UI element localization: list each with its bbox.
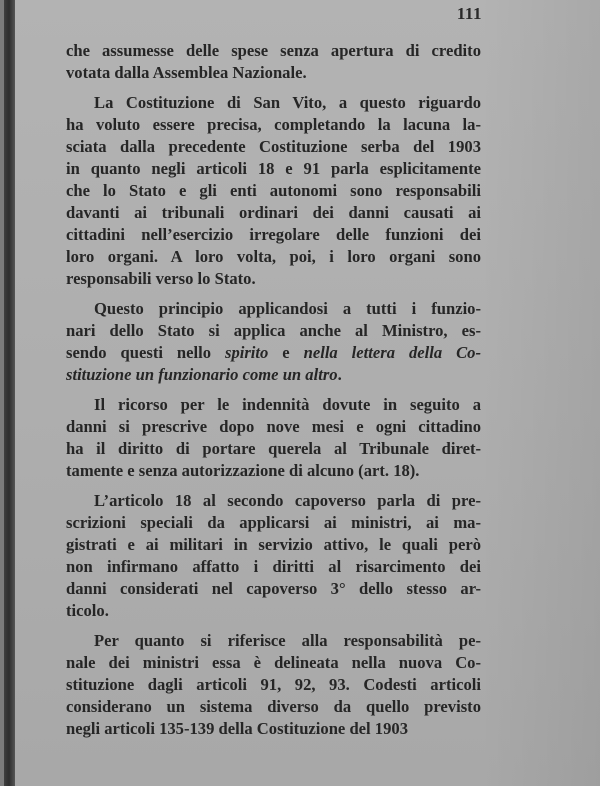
text-line	[66, 180, 481, 202]
text-run: sendo questi nello	[66, 343, 225, 362]
paragraph	[66, 298, 481, 386]
text-run: .	[337, 365, 342, 384]
text-line	[66, 320, 481, 342]
text-run: ticolo.	[66, 601, 109, 620]
text-line	[66, 298, 481, 320]
text-run: gistrati e ai militari in servizio attivo, le quali però	[66, 535, 481, 554]
text-line	[66, 136, 481, 158]
text-run: davanti ai tribunali ordinari dei danni causati ai	[66, 203, 481, 222]
text-line	[66, 342, 481, 364]
paragraph	[66, 630, 481, 740]
paragraph	[66, 394, 481, 482]
text-run: loro organi. A loro volta, poi, i loro organi sono	[66, 247, 481, 266]
paragraph	[66, 40, 481, 84]
text-line	[66, 202, 481, 224]
text-line	[66, 674, 481, 696]
text-run: Per quanto si riferisce alla responsabilità pe-	[94, 631, 481, 650]
text-run: Il ricorso per le indennità dovute in seguito a	[94, 395, 481, 414]
text-line	[66, 490, 481, 512]
text-run: in quanto negli articoli 18 e 91 parla esplicitamente	[66, 159, 481, 178]
text-line	[66, 158, 481, 180]
text-run: che assumesse delle spese senza apertura di credito	[66, 41, 481, 60]
text-line	[66, 268, 481, 290]
text-run: L’articolo 18 al secondo capoverso parla di pre-	[94, 491, 481, 510]
italic-text: stituzione un funzionario come un altro	[66, 365, 338, 384]
text-line	[66, 534, 481, 556]
text-line	[66, 438, 481, 460]
text-line	[66, 652, 481, 674]
text-line	[66, 40, 481, 62]
page-number: 111	[456, 4, 482, 23]
text-run: tamente e senza autorizzazione di alcuno (art. 18).	[66, 461, 420, 480]
page-binding-highlight	[0, 0, 4, 786]
text-run: Questo principio applicandosi a tutti i funzio-	[94, 299, 481, 318]
text-run: responsabili verso lo Stato.	[66, 269, 256, 288]
text-line	[66, 696, 481, 718]
text-run: votata dalla Assemblea Nazionale.	[66, 63, 307, 82]
text-line	[66, 718, 481, 740]
italic-text: nella lettera della Co-	[303, 343, 481, 362]
paragraph	[66, 490, 481, 622]
text-line	[66, 364, 481, 386]
text-run: nale dei ministri essa è delineata nella nuova Co-	[66, 653, 481, 672]
text-run: e	[268, 343, 304, 362]
text-run: nari dello Stato si applica anche al Ministro, es-	[66, 321, 481, 340]
text-line	[66, 578, 481, 600]
text-line	[66, 460, 481, 482]
text-run: cittadini nell’esercizio irregolare delle funzioni dei	[66, 225, 481, 244]
text-line	[66, 246, 481, 268]
text-line	[66, 512, 481, 534]
body-text	[66, 40, 481, 748]
text-line	[66, 600, 481, 622]
text-line	[66, 92, 481, 114]
text-run: scrizioni speciali da applicarsi ai ministri, ai ma-	[66, 513, 481, 532]
text-line	[66, 416, 481, 438]
text-line	[66, 394, 481, 416]
text-run: non infirmano affatto i diritti al risarcimento dei	[66, 557, 481, 576]
text-line	[66, 224, 481, 246]
text-line	[66, 630, 481, 652]
text-run: negli articoli 135-139 della Costituzione del 1903	[66, 719, 408, 738]
paragraph	[66, 92, 481, 290]
text-run: considerano un sistema diverso da quello previsto	[66, 697, 481, 716]
text-run: che lo Stato e gli enti autonomi sono responsabili	[66, 181, 481, 200]
text-run: ha il diritto di portare querela al Tribunale diret-	[66, 439, 481, 458]
text-run: La Costituzione di San Vito, a questo riguardo	[94, 93, 481, 112]
text-line	[66, 114, 481, 136]
text-run: danni considerati nel capoverso 3° dello stesso ar-	[66, 579, 481, 598]
text-run: danni si prescrive dopo nove mesi e ogni cittadino	[66, 417, 481, 436]
text-run: sciata dalla precedente Costituzione serba del 1903	[66, 137, 481, 156]
text-run: stituzione dagli articoli 91, 92, 93. Codesti articoli	[66, 675, 481, 694]
italic-text: spirito	[224, 343, 269, 362]
text-run: ha voluto essere precisa, completando la lacuna la-	[66, 115, 481, 134]
text-line	[66, 62, 481, 84]
text-line	[66, 556, 481, 578]
